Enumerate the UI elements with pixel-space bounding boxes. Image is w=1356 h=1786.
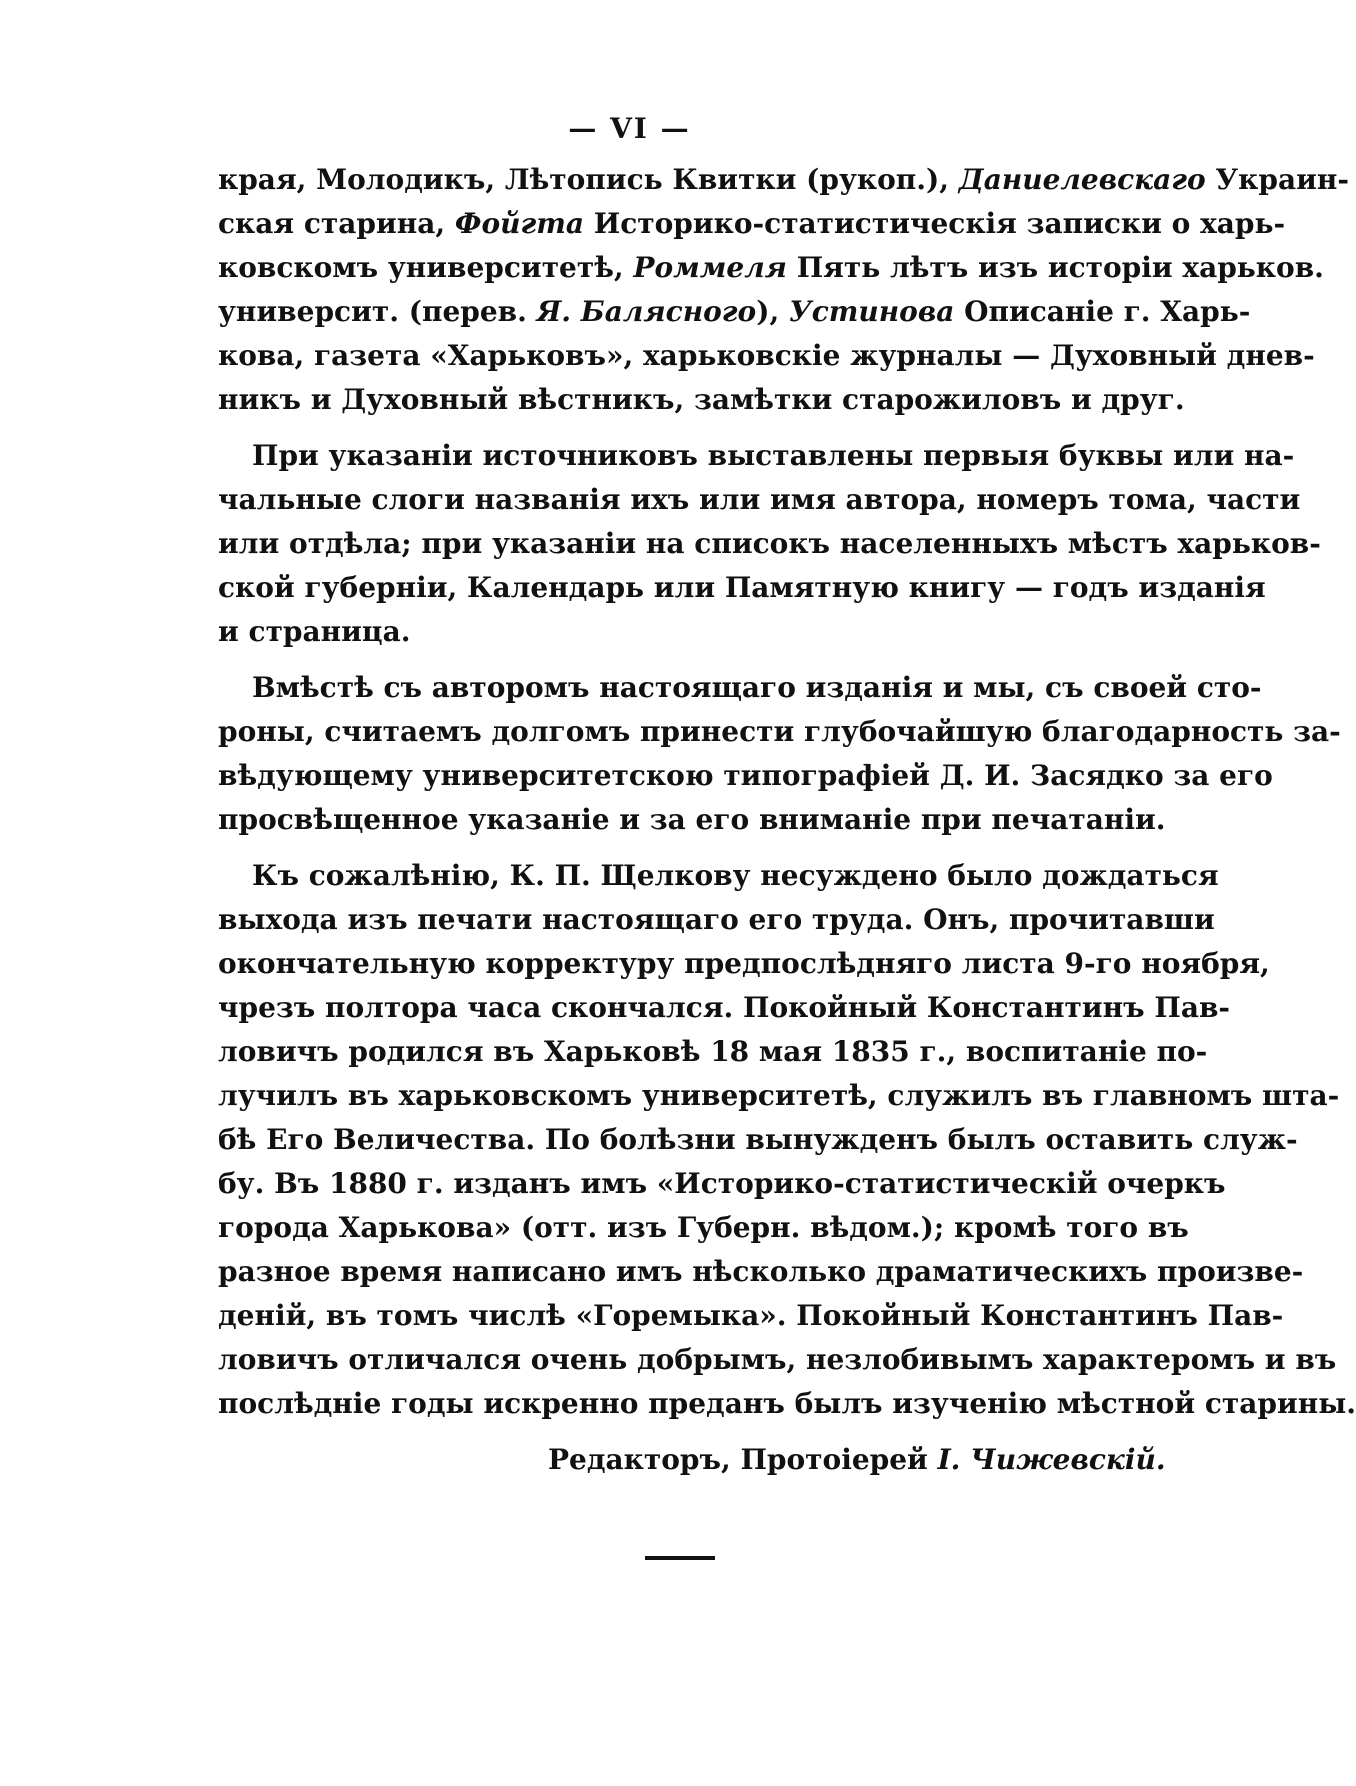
text-line: чальные слоги названія ихъ или имя автора, номеръ тома, части bbox=[218, 483, 1301, 516]
text-line: деній, въ томъ числѣ «Горемыка». Покойный Константинъ Пав- bbox=[218, 1299, 1284, 1332]
text-segment: Роммеля bbox=[633, 251, 787, 284]
text-segment: Украин- bbox=[1205, 163, 1349, 196]
paragraph-sources bbox=[218, 158, 1349, 422]
text-line: чрезъ полтора часа скончался. Покойный Константинъ Пав- bbox=[218, 991, 1231, 1024]
text-line: или отдѣла; при указаніи на списокъ населенныхъ мѣстъ харьков- bbox=[218, 527, 1321, 560]
text-line bbox=[218, 334, 1315, 378]
text-line: просвѣщенное указаніе и за его вниманіе при печатаніи. bbox=[218, 803, 1166, 836]
text-segment: ), bbox=[756, 295, 789, 328]
page-number: — VI — bbox=[568, 112, 691, 145]
text-line: города Харькова» (отт. изъ Губерн. вѣдом.); кромѣ того въ bbox=[218, 1211, 1189, 1244]
text-line: послѣдніе годы искренно преданъ былъ изученію мѣстной старины. bbox=[218, 1387, 1356, 1420]
text-segment: никъ и Духовный вѣстникъ, замѣтки старожиловъ и друг. bbox=[218, 383, 1185, 416]
text-line bbox=[218, 202, 1286, 246]
body-text bbox=[218, 158, 1356, 1482]
text-line: разное время написано имъ нѣсколько драматическихъ произве- bbox=[218, 1255, 1304, 1288]
text-segment: ская старина, bbox=[218, 207, 455, 240]
text-line bbox=[218, 158, 1349, 202]
text-segment: кова, газета «Харьковъ», харьковскіе журналы — Духовный днев- bbox=[218, 339, 1315, 372]
text-line: лучилъ въ харьковскомъ университетѣ, служилъ въ главномъ шта- bbox=[218, 1079, 1340, 1112]
text-line bbox=[218, 246, 1324, 290]
text-segment: края, Молодикъ, Лѣтопись Квитки (рукоп.), bbox=[218, 163, 959, 196]
text-segment: Описаніе г. Харь- bbox=[954, 295, 1251, 328]
text-segment: Даниелевскаго bbox=[958, 163, 1206, 196]
text-line: Къ сожалѣнію, К. П. Щелкову несуждено было дождаться bbox=[252, 859, 1219, 892]
text-line bbox=[218, 290, 1251, 334]
text-line: ловичъ отличался очень добрымъ, незлобивымъ характеромъ и въ bbox=[218, 1343, 1337, 1376]
text-line: Вмѣстѣ съ авторомъ настоящаго изданія и мы, съ своей сто- bbox=[252, 671, 1262, 704]
signature bbox=[218, 1438, 1166, 1482]
text-line: и страница. bbox=[218, 615, 411, 648]
text-line: роны, считаемъ долгомъ принести глубочайшую благодарность за- bbox=[218, 715, 1341, 748]
text-segment: Фойгта bbox=[454, 207, 584, 240]
text-line: бу. Въ 1880 г. изданъ имъ «Историко-статистическій очеркъ bbox=[218, 1167, 1226, 1200]
text-segment: Историко-статистическія записки о харь- bbox=[584, 207, 1286, 240]
text-segment: Устинова bbox=[788, 295, 955, 328]
text-line: выхода изъ печати настоящаго его труда. Онъ, прочитавши bbox=[218, 903, 1215, 936]
text-segment: университ. (перев. bbox=[218, 295, 537, 328]
paragraph-acknowledgement bbox=[218, 666, 1341, 842]
text-segment: ковскомъ университетѣ, bbox=[218, 251, 634, 284]
paragraph-source-notation bbox=[218, 434, 1321, 654]
paragraph-obituary bbox=[218, 854, 1356, 1426]
signature-name: І. Чижевскій. bbox=[937, 1443, 1166, 1476]
closing-rule bbox=[645, 1556, 715, 1560]
text-line: окончательную корректуру предпослѣдняго листа 9-го ноября, bbox=[218, 947, 1270, 980]
text-line: бѣ Его Величества. По болѣзни вынужденъ былъ оставить служ- bbox=[218, 1123, 1298, 1156]
text-segment: Я. Балясного bbox=[536, 295, 757, 328]
text-line bbox=[218, 378, 1185, 422]
text-line: При указаніи источниковъ выставлены первыя буквы или на- bbox=[252, 439, 1295, 472]
text-line: вѣдующему университетскою типографіей Д. И. Засядко за его bbox=[218, 759, 1273, 792]
text-segment: Пять лѣтъ изъ исторіи харьков. bbox=[786, 251, 1324, 284]
signature-prefix: Редакторъ, Протоіерей bbox=[548, 1443, 938, 1476]
text-line: ловичъ родился въ Харьковѣ 18 мая 1835 г., воспитаніе по- bbox=[218, 1035, 1208, 1068]
text-line: ской губерніи, Календарь или Памятную книгу — годъ изданія bbox=[218, 571, 1266, 604]
